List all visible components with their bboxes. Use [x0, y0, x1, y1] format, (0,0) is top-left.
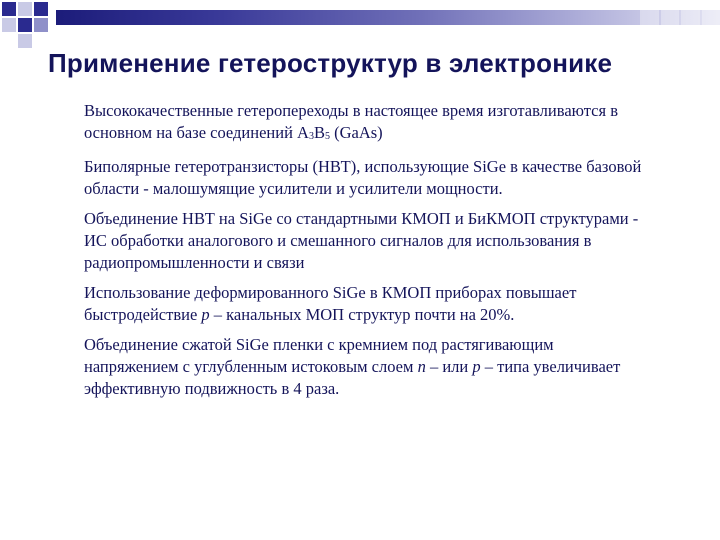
- paragraph-bicmos: Объединение НВТ на SiGe со стандартными КМОП и БиКМОП структурами - ИС обработки аналогового и смешанного сигналов для использования в радиопромышленности и связи: [84, 209, 639, 272]
- header-gradient-bar: [56, 10, 720, 25]
- decor-square: [18, 2, 32, 16]
- decor-square: [18, 18, 32, 32]
- header-bar-cells: [640, 10, 720, 25]
- paragraph-mobility: Объединение сжатой SiGe пленки с кремнием под растягивающим напряжением с углубленным истоковым слоем n – или p – типа увеличивает эффективную подвижность в 4 раза.: [84, 335, 621, 398]
- decor-square: [2, 2, 16, 16]
- slide-body: [84, 100, 644, 408]
- decor-square: [34, 2, 48, 16]
- paragraph-heterojunctions: Высококачественные гетеропереходы в настоящее время изготавливаются в основном на базе соединений $А_3В_5$ (GaAs): [84, 101, 618, 142]
- paragraph-hbt: Биполярные гетеротранзисторы (НВТ), использующие SiGe в качестве базовой области - малошумящие усилители и усилители мощности.: [84, 157, 642, 198]
- decor-square: [18, 34, 32, 48]
- slide-title: Применение гетероструктур в электронике: [48, 48, 613, 78]
- decor-square: [2, 18, 16, 32]
- paragraph-strained-sige: Использование деформированного SiGe в КМОП приборах повышает быстродействие р – канальных МОП структур почти на 20%.: [84, 283, 577, 324]
- decor-square: [34, 18, 48, 32]
